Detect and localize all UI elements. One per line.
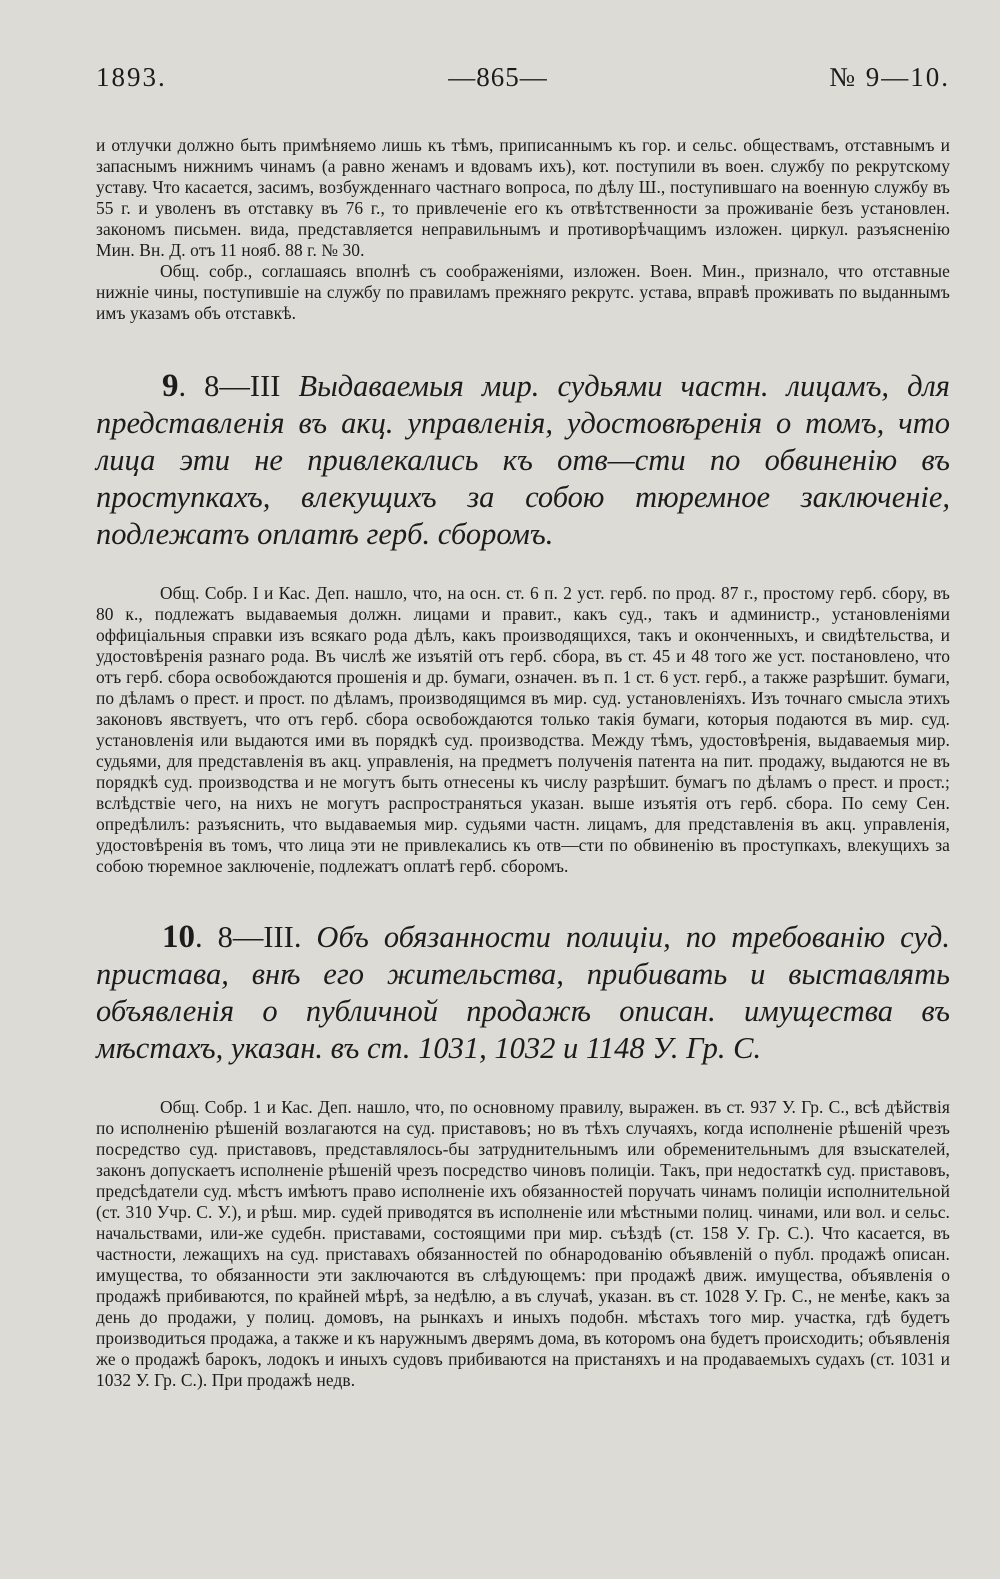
header-page-number: —865—: [448, 62, 548, 92]
section-9-date: . 8—III: [178, 369, 281, 403]
page-header: [96, 62, 950, 93]
section-9: [96, 368, 950, 877]
section-10-title-text: Объ обязанности полиціи, по требованію суд. пристава, внѣ его жительства, прибивать и выставлять объявленія о публичной продажѣ описан. имущества въ мѣстахъ, указан. въ ст. 1031, 1032 и 1148 У. Гр. С.: [96, 920, 950, 1065]
section-10: [96, 919, 950, 1391]
section-10-number: 10: [162, 919, 195, 955]
section-10-body: Общ. Собр. 1 и Кас. Деп. нашло, что, по основному правилу, выражен. въ ст. 937 У. Гр. С., всѣ дѣйствія по исполненію рѣшеній возлагаются на суд. приставовъ; но въ тѣхъ случаяхъ, когда исполненіе рѣшеній чрезъ посредство суд. приставовъ, представлялось-бы затруднительнымъ или обременительнымъ для взыскателей, законъ допускаетъ исполненіе рѣшеній чрезъ посредство чиновъ полиціи. Такъ, при недостаткѣ суд. приставовъ, предсѣдатели суд. мѣстъ имѣютъ право исполненіе ихъ обязанностей поручать чинамъ полиціи исполнительной (ст. 310 Учр. С. У.), и рѣш. мир. судей приводятся въ исполненіе или мѣстными полиц. чинами, или вол. и сельс. начальствами, или-же судебн. приставами, состоящими при мир. съѣздѣ (ст. 158 У. Гр. С.). Что касается, въ частности, лежащихъ на суд. приставахъ обязанностей по обнародованію объявленій о публ. продажѣ описан. имущества, то обязанности эти заключаются въ слѣдующемъ: при продажѣ движ. имущества, объявленія о продажѣ прибиваются, по крайней мѣрѣ, за недѣлю, а въ случаѣ, указан. въ ст. 1028 У. Гр. С., не менѣе, какъ за день до продажи, у полиц. домовъ, на рынкахъ и иныхъ подобн. мѣстахъ того мир. участка, гдѣ будетъ производиться продажа, а также и къ наружнымъ дверямъ дома, въ которомъ она будетъ происходить; объявленія же о продажѣ барокъ, лодокъ и иныхъ судовъ прибиваются на пристаняхъ и на продаваемыхъ судахъ (ст. 1031 и 1032 У. Гр. С.). При продажѣ недв.: [96, 1097, 950, 1390]
section-9-body: Общ. Собр. I и Кас. Деп. нашло, что, на осн. ст. 6 п. 2 уст. герб. по прод. 87 г., простому герб. сбору, въ 80 к., подлежатъ выдаваемыя должн. лицами и правит., какъ суд., такъ и администр., установленіями оффиціальныя справки изъ всякаго рода дѣлъ, какъ производящихся, такъ и оконченныхъ, и свидѣтельства, и удостовѣренія разнаго рода. Въ числѣ же изъятій отъ герб. сбора, въ ст. 45 и 48 того же уст. постановлено, что отъ герб. сбора освобождаются прошенія и др. бумаги, означен. въ п. 1 ст. 6 уст. герб., а также разрѣшит. бумаги, по дѣламъ о прест. и прост. по дѣламъ, производящимся въ мир. суд. установленіяхъ. Изъ точнаго смысла этихъ законовъ явствуетъ, что отъ герб. сбора освобождаются только такія бумаги, которыя подаются въ мир. суд. установленія или выдаются ими въ порядкѣ суд. производства. Между тѣмъ, удостовѣренія, выдаваемыя мир. судьями, для представленія въ акц. управленія, на предметъ полученія патента на пит. продажу, выдаются не въ порядкѣ суд. производства и не могутъ быть отнесены къ числу разрѣшит. бумагъ по дѣламъ о прест. и прост.; вслѣдствіе чего, на нихъ не могутъ распространяться указан. выше изъятія отъ герб. сбора. По сему Сен. опредѣлилъ: разъяснить, что выдаваемыя мир. судьями частн. лицамъ, для представленія въ акц. управленія, удостовѣренія въ томъ, что лица эти не привлекались къ отв—сти по обвиненію въ проступкахъ, влекущихъ за собою тюремное заключеніе, подлежатъ оплатѣ герб. сборомъ.: [96, 583, 950, 876]
section-9-title: [96, 368, 950, 553]
section-9-title-text: Выдаваемыя мир. судьями частн. лицамъ, для представленія въ акц. управленія, удостовѣренія о томъ, что лица эти не привлекались къ отв—сти по обвиненію въ проступкахъ, влекущихъ за собою тюремное заключеніе, подлежатъ оплатѣ герб. сборомъ.: [96, 369, 950, 551]
intro-block: [96, 135, 950, 324]
section-10-date: . 8—III.: [195, 920, 302, 954]
section-9-number: 9: [162, 368, 179, 404]
header-issue-number: № 9—10.: [829, 62, 950, 92]
intro-paragraph-1: и отлучки должно быть примѣняемо лишь къ тѣмъ, приписаннымъ къ гор. и сельс. обществамъ, отставнымъ и запаснымъ нижнимъ чинамъ (а равно женамъ и вдовамъ ихъ), кот. поступили въ воен. службу по рекрутскому уставу. Что касается, засимъ, возбужденнаго частнаго вопроса, по дѣлу Ш., поступившаго на военную службу въ 55 г. и уволенъ въ отставку въ 76 г., то привлеченіе его къ отвѣтственности за проживаніе безъ установлен. закономъ письмен. вида, представляется неправильнымъ и противорѣчащимъ изложен. циркул. разъясненію Мин. Вн. Д. отъ 11 нояб. 88 г. № 30.: [96, 135, 950, 260]
intro-paragraph-2: Общ. собр., соглашаясь вполнѣ съ соображеніями, изложен. Воен. Мин., признало, что отставные нижніе чины, поступившіе на службу по правиламъ прежняго рекрутс. устава, вправѣ проживать по выданнымъ имъ указамъ объ отставкѣ.: [96, 261, 950, 323]
section-10-title: [96, 919, 950, 1067]
header-year: 1893.: [96, 62, 167, 92]
